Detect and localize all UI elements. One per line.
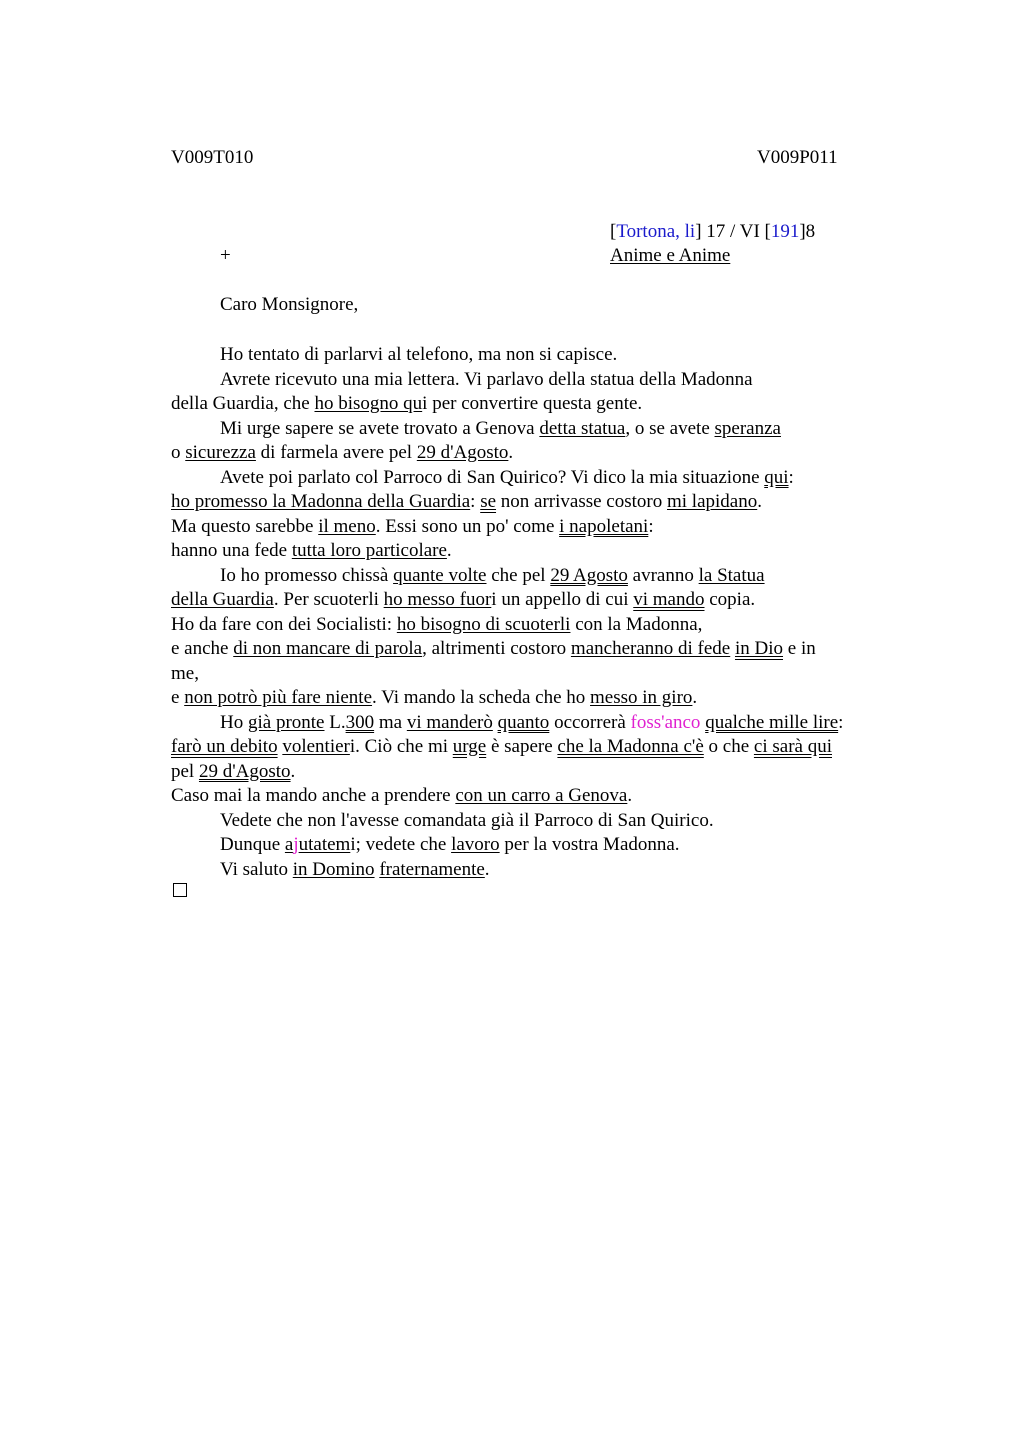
text-run: , o se avete [625, 417, 715, 439]
underlined-phrase: speranza [714, 417, 781, 439]
underlined-phrase: non potrò più fare niente [184, 687, 373, 708]
text-run: i; vedete che [350, 834, 452, 855]
underlined-phrase: 29 d'Agosto [198, 760, 291, 782]
document-code-left: V009T010 [171, 147, 254, 168]
underlined-phrase: la Statua [698, 564, 765, 586]
text-run: o che [703, 736, 754, 757]
text-run: : [838, 711, 844, 733]
text-run: Io ho promesso chissà [220, 564, 394, 586]
text-run: per la vostra Madonna. [499, 834, 680, 855]
text-run: e [171, 687, 185, 708]
underlined-phrase: ho bisogno qu [314, 393, 423, 414]
text-run: i. Ciò che mi [349, 736, 453, 757]
text-run: Caso mai la mando anche a prendere [171, 785, 456, 806]
letter-line [171, 735, 832, 759]
underlined-phrase: se [480, 491, 497, 512]
underlined-phrase: sicurezza [185, 442, 256, 463]
dateline-year-part: 191 [770, 221, 800, 242]
text-run: . [692, 687, 698, 708]
text-run: Ma questo sarebbe [171, 515, 319, 537]
underlined-phrase: quante volte [393, 564, 487, 586]
text-run: Ho [220, 711, 248, 733]
text-run: della Guardia, che [171, 393, 315, 414]
underlined-phrase: ho messo fuor [383, 589, 492, 610]
letter-line [171, 490, 762, 514]
text-run: con la Madonna, [570, 613, 703, 635]
letter-line [220, 466, 794, 490]
text-run: Avrete ricevuto una mia lettera. Vi parlavo della statua della Madonna [220, 368, 753, 390]
text-run: . [290, 760, 296, 782]
letter-line [171, 392, 642, 416]
underlined-phrase: della Guardia [171, 589, 274, 610]
dateline-date: ] 17 / VI [ [695, 221, 771, 242]
text-run: : [470, 491, 481, 512]
text-run: occorrerà [549, 711, 631, 733]
underlined-phrase: mancheranno di fede [570, 638, 731, 659]
letter-line [220, 711, 843, 735]
text-run: i un appello di cui [491, 589, 634, 610]
underlined-phrase: di non mancare di parola [233, 638, 423, 659]
dateline-bracket-open: [ [610, 221, 617, 242]
underlined-phrase: ho promesso la Madonna della Guardia [171, 491, 471, 512]
text-run: è sapere [486, 736, 558, 757]
text-run: Mi urge sapere se avete trovato a Genova [220, 417, 540, 439]
letter-line [171, 539, 452, 563]
letter-line [171, 686, 697, 710]
text-run: Avete poi parlato col Parroco di San Quirico? Vi dico la mia situazione [220, 466, 765, 488]
underlined-phrase: fraternamente [379, 858, 485, 880]
letter-line [171, 441, 513, 465]
letter-line [220, 343, 617, 367]
underlined-phrase: i napoletani [559, 515, 649, 537]
letter-line [171, 515, 654, 539]
text-run: foss'anco [630, 711, 701, 733]
document-code-right: V009P011 [757, 147, 838, 168]
text-run: me, [171, 662, 199, 684]
underlined-phrase: ci sarà qui [753, 736, 832, 757]
text-run: non arrivasse costoro [496, 491, 667, 512]
underlined-phrase: quanto [497, 711, 550, 733]
letter-line [171, 662, 199, 686]
text-run: e anche [171, 638, 234, 659]
text-run: . [484, 858, 490, 880]
text-run: : [788, 466, 794, 488]
salutation: Caro Monsignore, [220, 294, 359, 315]
underlined-phrase: messo in giro [590, 687, 693, 708]
text-run: copia. [704, 589, 756, 610]
underlined-phrase: 29 d'Agosto [416, 442, 509, 463]
text-run: . Per scuoterli [273, 589, 384, 610]
letter-line [171, 613, 702, 637]
text-run: hanno una fede [171, 540, 292, 561]
underlined-phrase: mi lapidano [667, 491, 758, 512]
letter-line [171, 637, 816, 661]
text-run: . [757, 491, 762, 512]
underlined-phrase: j [293, 834, 299, 855]
text-run: : [648, 515, 654, 537]
underlined-phrase: qui [764, 466, 789, 488]
letter-line [220, 564, 765, 588]
underlined-phrase: che la Madonna c'è [557, 736, 704, 757]
underlined-phrase: in Dio [734, 638, 784, 659]
text-run: Vi saluto [220, 858, 293, 880]
text-run: L. [324, 711, 346, 733]
text-run: ma [374, 711, 407, 733]
end-marker-box [173, 883, 187, 897]
text-run: . [508, 442, 514, 463]
underlined-phrase: lavoro [451, 834, 500, 855]
text-run: . [446, 540, 452, 561]
underlined-phrase: qualche mille lire [705, 711, 839, 733]
underlined-phrase: volentier [282, 736, 350, 757]
text-run: pel [171, 760, 199, 782]
text-run: Dunque [220, 834, 285, 855]
letter-line [171, 784, 632, 808]
text-run: avranno [627, 564, 699, 586]
text-run: che pel [486, 564, 551, 586]
text-run: Ho da fare con dei Socialisti: [171, 613, 397, 635]
subtitle: Anime e Anime [610, 245, 731, 266]
underlined-phrase: utatem [298, 834, 351, 855]
text-run: Ho tentato di parlarvi al telefono, ma non si capisce. [220, 344, 618, 365]
underlined-phrase: tutta loro particolare [291, 540, 447, 561]
letter-line [171, 588, 755, 612]
text-run: . [627, 785, 633, 806]
underlined-phrase: vi manderò [406, 711, 493, 733]
underlined-phrase: il meno [318, 515, 376, 537]
text-run: di farmela avere pel [255, 442, 417, 463]
underlined-phrase: con un carro a Genova [455, 785, 628, 806]
dateline-place: Tortona, li [616, 221, 696, 242]
underlined-phrase: detta statua [539, 417, 626, 439]
letter-line [220, 368, 753, 392]
underlined-phrase: urge [452, 736, 487, 757]
underlined-phrase: già pronte [247, 711, 325, 733]
underlined-phrase: ho bisogno di scuoterli [396, 613, 571, 635]
letter-line [171, 760, 295, 784]
text-run: e in [783, 638, 816, 659]
text-run: Vedete che non l'avesse comandata già il Parroco di San Quirico. [220, 809, 714, 831]
text-run: , altrimenti costoro [422, 638, 571, 659]
underlined-phrase: farò un debito [171, 736, 278, 757]
text-run: . Vi mando la scheda che ho [372, 687, 591, 708]
text-run: i per convertire questa gente. [422, 393, 643, 414]
letter-line [220, 417, 781, 441]
underlined-phrase: vi mando [633, 589, 705, 610]
underlined-phrase: 29 Agosto [550, 564, 628, 586]
text-run: o [171, 442, 186, 463]
underlined-phrase: a [284, 834, 294, 855]
letter-line [220, 858, 490, 882]
letter-line [220, 833, 680, 857]
underlined-phrase: 300 [345, 711, 375, 733]
underlined-phrase: in Domino [292, 858, 375, 880]
cross-symbol: + [220, 245, 231, 266]
dateline-year-end: ]8 [799, 221, 816, 242]
text-run: . Essi sono un po' come [375, 515, 560, 537]
dateline [610, 221, 815, 243]
letter-line [220, 809, 714, 833]
